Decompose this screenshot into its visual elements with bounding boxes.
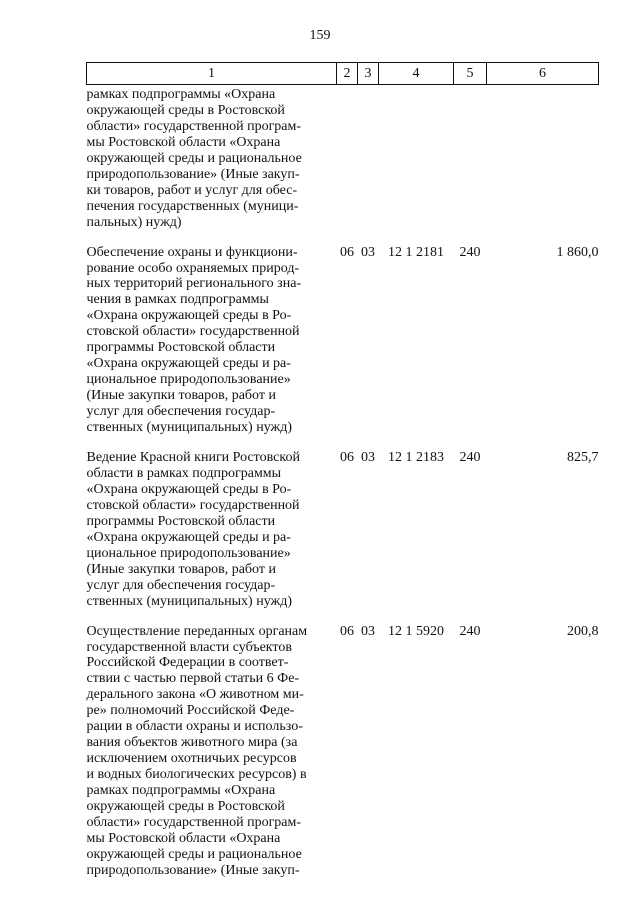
description-line: услуг для обеспечения государ- [86,404,276,420]
description-line: окружающей среды в Ростовской [86,799,285,815]
budget-table [86,62,599,879]
column-number-header-row [87,63,599,85]
description-line: стовской области» государственной [86,497,300,513]
description-line: рование особо охраняемых природ- [86,260,300,276]
amount-value: 1 860,0 [556,244,599,260]
description-line: программы Ростовской области [86,513,276,529]
description-line: и водных биологических ресурсов) в [86,767,307,783]
description-line: программы Ростовской области [86,340,276,356]
description-line: природопользование» (Иные закуп- [86,862,300,878]
description-line: рамках подпрограммы «Охрана [86,783,276,799]
subsection-code [358,85,379,231]
description-line: ных территорий регионального зна- [86,276,302,292]
amount-value: 825,7 [567,450,599,466]
description-line: рамках подпрограммы «Охрана [86,87,276,102]
target-article-code: 12 1 2183 [388,450,444,466]
section-code [337,85,358,231]
column-header-2: 2 [337,63,358,85]
table-row [87,436,599,610]
description-line: ственных (муниципальных) нужд) [86,420,292,436]
description-line: «Охрана окружающей среды и ра- [86,529,291,545]
subsection-code: 03 [361,244,375,260]
description-line: мы Ростовской области «Охрана [86,134,281,150]
description-line: исключением охотничьих ресурсов [86,751,297,767]
target-article-code: 12 1 5920 [388,623,444,639]
description-line: области в рамках подпрограммы [86,465,282,481]
expense-type-code: 240 [459,623,481,639]
row-description [87,610,337,879]
description-line: области» государственной програм- [86,814,302,830]
description-line: циональное природопользование» [86,372,291,388]
subsection-code: 03 [361,450,375,466]
description-line: Российской Федерации в соответ- [86,655,289,671]
column-header-6: 6 [487,63,599,85]
target-article-code [379,85,454,231]
description-line: ственных (муниципальных) нужд) [86,593,292,609]
column-header-3: 3 [358,63,379,85]
column-header-4: 4 [379,63,454,85]
description-line: услуг для обеспечения государ- [86,577,276,593]
description-line: (Иные закупки товаров, работ и [86,388,276,404]
description-line: Осуществление переданных органам [86,623,308,639]
description-line: стовской области» государственной [86,324,300,340]
description-line: вания объектов животного мира (за [86,735,298,751]
description-line: Ведение Красной книги Ростовской [86,450,300,466]
description-line: (Иные закупки товаров, работ и [86,561,276,577]
table-row [87,610,599,879]
description-line: окружающей среды в Ростовской [86,102,285,118]
expense-type-code: 240 [459,450,481,466]
description-line: циональное природопользование» [86,545,291,561]
description-line: пальных) нужд) [86,214,182,230]
description-line: природопользование» (Иные закуп- [86,166,300,182]
amount-value: 200,8 [567,623,599,639]
description-line: государственной власти субъектов [86,639,292,655]
description-line: мы Ростовской области «Охрана [86,830,281,846]
description-line: ки товаров, работ и услуг для обес- [86,182,298,198]
table-row [87,85,599,231]
description-line: чения в рамках подпрограммы [86,292,269,308]
description-line: ре» полномочий Российской Феде- [86,703,295,719]
section-code: 06 [340,450,354,466]
description-line: «Охрана окружающей среды и ра- [86,356,291,372]
expense-type-code: 240 [459,244,481,260]
amount-value [487,85,599,231]
column-header-1: 1 [87,63,337,85]
description-line: окружающей среды и рациональное [86,846,302,862]
description-line: ствии с частью первой статьи 6 Фе- [86,671,300,687]
table-row [87,231,599,436]
row-description [87,85,337,231]
section-code: 06 [340,623,354,639]
description-line: рации в области охраны и использо- [86,719,303,735]
description-line: Обеспечение охраны и функциони- [86,244,298,260]
row-description [87,231,337,436]
description-line: печения государственных (муници- [86,198,299,214]
section-code: 06 [340,244,354,260]
target-article-code: 12 1 2181 [388,244,444,260]
description-line: дерального закона «О животном ми- [86,687,304,703]
expense-type-code [454,85,487,231]
description-line: окружающей среды и рациональное [86,150,302,166]
row-description [87,436,337,610]
subsection-code: 03 [361,623,375,639]
page-number: 159 [309,28,331,43]
description-line: «Охрана окружающей среды в Ро- [86,308,292,324]
column-header-5: 5 [454,63,487,85]
description-line: области» государственной програм- [86,118,302,134]
description-line: «Охрана окружающей среды в Ро- [86,481,292,497]
